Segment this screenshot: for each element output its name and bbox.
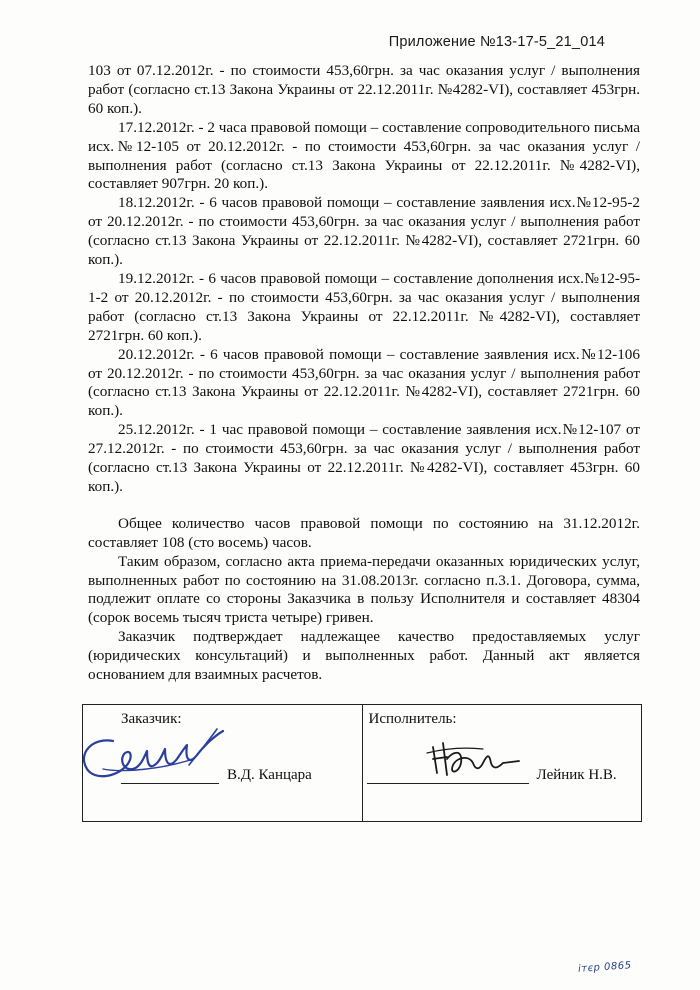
document-body xyxy=(88,62,640,685)
signature-table xyxy=(82,704,642,822)
annex-label: Приложение №13-17-5_21_014 xyxy=(388,34,605,50)
archive-stamp: ітєр 0865 xyxy=(577,960,632,975)
paragraph-item: 17.12.2012г. - 2 часа правовой помощи – составление сопроводительного письма исх.№12-105 от 20.12.2012г. - по стоимости 453,60грн. за час оказания услуг / выполнения работ (согласно ст.13 Закона Украины от 22.12.2011г. №4282-VI), составляет 907грн. 20 коп.). xyxy=(88,118,640,193)
contractor-signature-line xyxy=(367,783,529,784)
contractor-signature-block xyxy=(363,705,642,821)
contractor-signature xyxy=(423,733,543,785)
summary-total-hours: Общее количество часов правовой помощи по состоянию на 31.12.2012г. составляет 108 (сто восемь) часов. xyxy=(88,514,640,551)
paragraph-item: 25.12.2012г. - 1 час правовой помощи – составление заявления исх.№12-107 от 27.12.2012г. - по стоимости 453,60грн. за час оказания услуг / выполнения работ (согласно ст.13 Закона Украины от 22.12.2011г. №4282-VI), составляет 453грн. 60 коп.). xyxy=(88,421,640,495)
paragraph-item: 18.12.2012г. - 6 часов правовой помощи – составление заявления исх.№12-95-2 от 20.12.2012г. - по стоимости 453,60грн. за час оказания услуг / выполнения работ (согласно ст.13 Закона Украины от 22.12.2011г. №4282-VI), составляет 2721грн. 60 коп.). xyxy=(88,194,640,269)
summary-confirmation: Заказчик подтверждает надлежащее качество предоставляемых услуг (юридических консультаций) и выполненных работ. Данный акт является основанием для взаимных расчетов. xyxy=(88,628,640,684)
contractor-name: Лейник Н.В. xyxy=(536,767,617,783)
paragraph-item: 20.12.2012г. - 6 часов правовой помощи – составление заявления исх.№12-106 от 20.12.2012г. - по стоимости 453,60грн. за час оказания услуг / выполнения работ (согласно ст.13 Закона Украины от 22.12.2011г. №4282-VI), составляет 2721грн. 60 коп.). xyxy=(88,345,640,420)
customer-signature xyxy=(73,719,243,791)
summary-amount-due: Таким образом, согласно акта приема-передачи оказанных юридических услуг, выполненных работ по состоянию на 31.08.2013г. согласно п.3.1. Договора, сумма, подлежит оплате со стороны Заказчика в пользу Исполнителя и составляет 48304 (сорок восемь тысяч триста четыре) гривен. xyxy=(88,552,640,627)
customer-signature-block xyxy=(83,705,363,821)
customer-name: В.Д. Канцара xyxy=(227,767,312,783)
paragraph-item: 103 от 07.12.2012г. - по стоимости 453,60грн. за час оказания услуг / выполнения работ (согласно ст.13 Закона Украины от 22.12.2011г. №4282-VI), составляет 453грн. 60 коп.). xyxy=(88,62,640,117)
paragraph-item: 19.12.2012г. - 6 часов правовой помощи – составление дополнения исх.№12-95-1-2 от 20.12.2012г. - по стоимости 453,60грн. за час оказания услуг / выполнения работ (согласно ст.13 Закона Украины от 22.12.2011г. №4282-VI), составляет 2721грн. 60 коп.). xyxy=(88,269,640,344)
contractor-label: Исполнитель: xyxy=(368,711,457,727)
customer-signature-line xyxy=(121,783,219,784)
paragraph-gap xyxy=(88,497,640,515)
customer-label: Заказчик: xyxy=(121,711,182,727)
